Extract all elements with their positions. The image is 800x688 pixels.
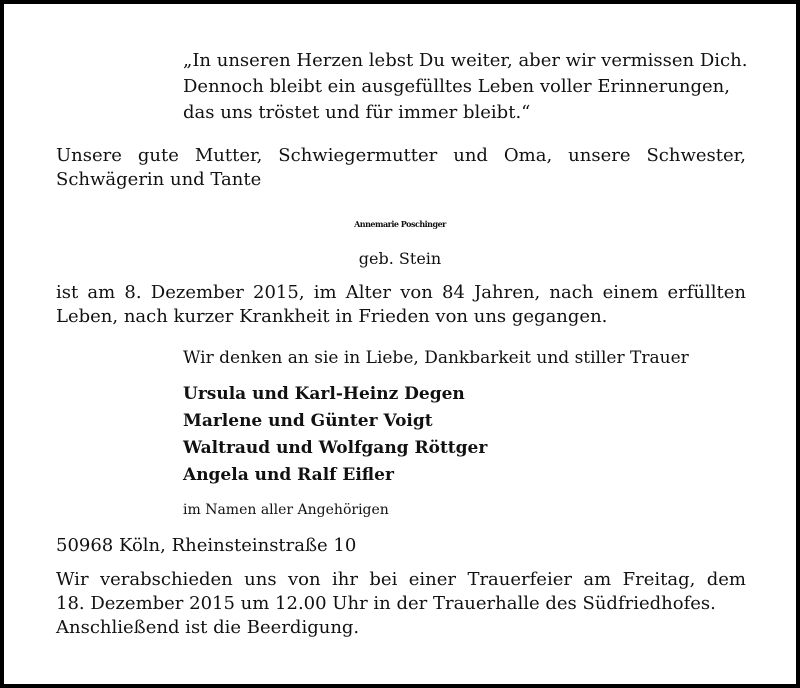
birth-name: geb. Stein [358, 249, 442, 268]
mourners-list [183, 381, 487, 489]
death-notice: ist am 8. Dezember 2015, im Alter von 84 Jahren, nach einem erfüllten Leben, nach kurzer Krankheit in Frieden von uns gegangen. [56, 282, 746, 327]
quote-line: „In unseren Herzen lebst Du weiter, aber wir vermissen Dich. [183, 50, 748, 71]
address: 50968 Köln, Rheinsteinstraße 10 [56, 535, 357, 556]
mourner-name: Angela und Ralf Eifler [183, 465, 394, 485]
quote-line: das uns tröstet und für immer bleibt.“ [183, 102, 531, 123]
mourner-name: Ursula und Karl-Heinz Degen [183, 384, 465, 404]
remembrance-text: Wir denken an sie in Liebe, Dankbarkeit und stiller Trauer [183, 348, 689, 368]
behalf-text: im Namen aller Angehörigen [183, 502, 389, 518]
funeral-line: Anschließend ist die Beerdigung. [56, 617, 360, 638]
memorial-quote [183, 48, 747, 126]
mourner-name: Waltraud und Wolfgang Röttger [183, 438, 488, 458]
funeral-info [56, 568, 746, 640]
mourner-name: Marlene und Günter Voigt [183, 411, 433, 431]
funeral-line: 18. Dezember 2015 um 12.00 Uhr in der Trauerhalle des Südfriedhofes. [56, 593, 716, 614]
funeral-line: Wir verabschieden uns von ihr bei einer Trauerfeier am Freitag, dem [56, 569, 746, 590]
deceased-name: Annemarie Poschinger [354, 219, 446, 229]
intro-text: Unsere gute Mutter, Schwiegermutter und Oma, unsere Schwester, Schwägerin und Tante [56, 145, 746, 190]
quote-line: Dennoch bleibt ein ausgefülltes Leben voller Erinnerungen, [183, 76, 730, 97]
